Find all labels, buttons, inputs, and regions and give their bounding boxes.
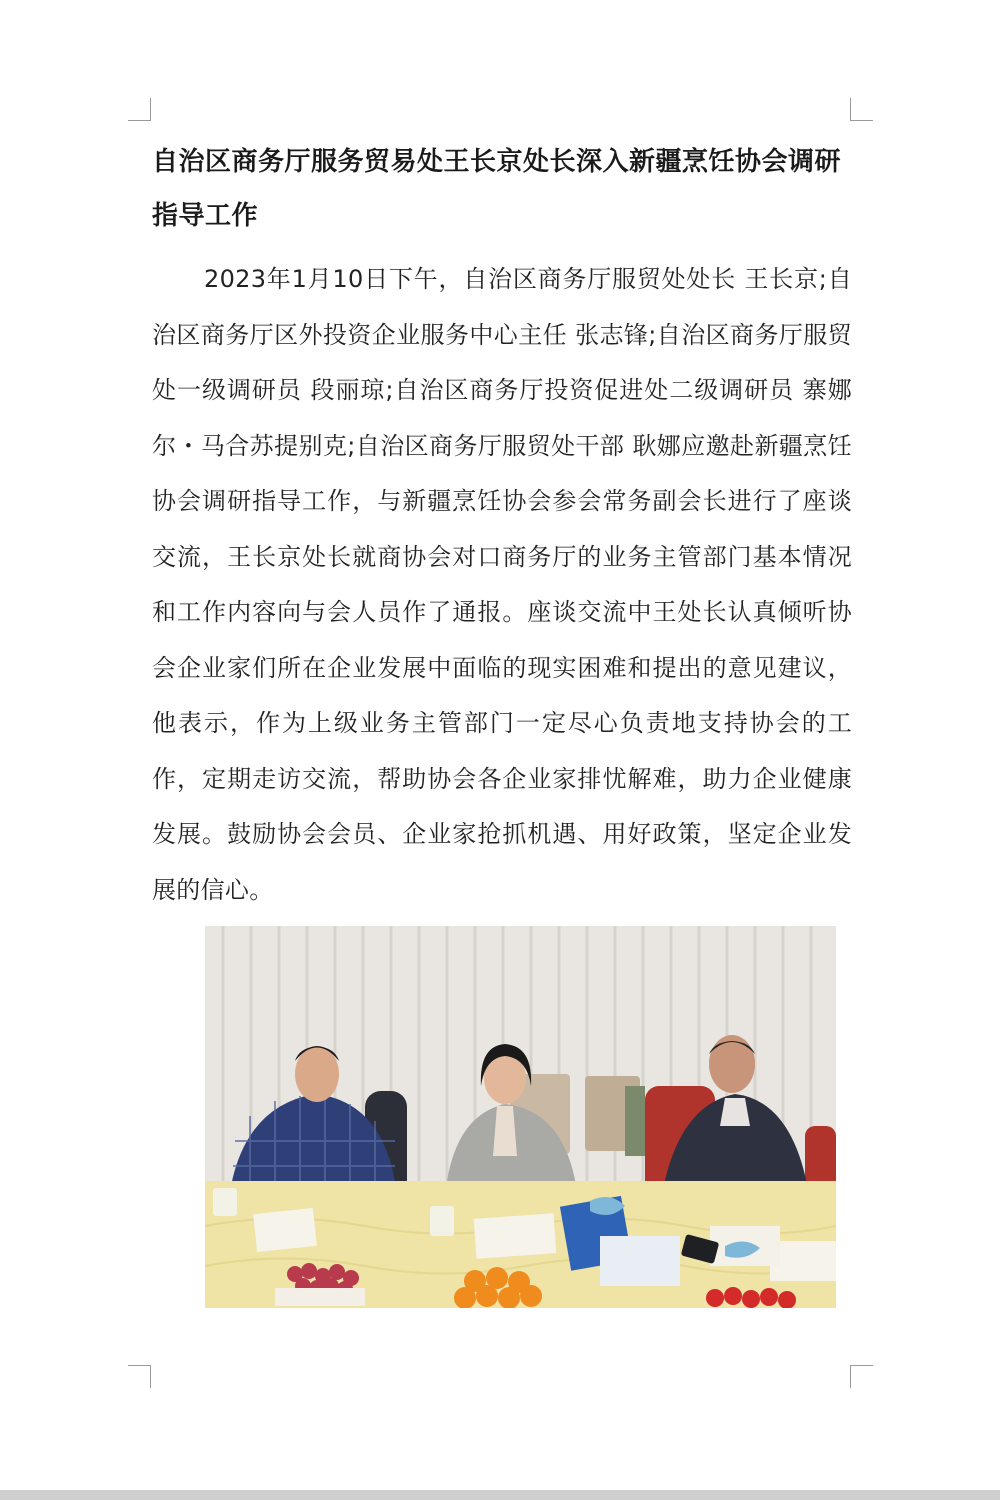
article-paragraph: 2023年1月10日下午，自治区商务厅服贸处处长 王长京;自治区商务厅区外投资企业服务中心主任 张志锋;自治区商务厅服贸处一级调研员 段丽琼;自治区商务厅投资促进处二级调研员 寨娜尔・马合苏提别克;自治区商务厅服贸处干部 耿娜应邀赴新疆烹饪协会调研指导工作，与新疆烹饪协会参会常务副会长进行了座谈交流，王长京处长就商协会对口商务厅的业务主管部门基本情况和工作内容向与会人员作了通报。座谈交流中王处长认真倾听协会企业家们所在企业发展中面临的现实困难和提出的意见建议，他表示，作为上级业务主管部门一定尽心负责地支持协会的工作，定期走访交流，帮助协会各企业家排忧解难，助力企业健康发展。鼓励协会会员、企业家抢抓机遇、用好政策，坚定企业发展的信心。 [152, 265, 852, 904]
page-corner-mark-bottom-right [850, 1365, 873, 1388]
page-corner-mark-top-left [128, 98, 151, 121]
article-title: 自治区商务厅服务贸易处王长京处长深入新疆烹饪协会调研指导工作 [152, 147, 842, 231]
bottom-scroll-bar [0, 1490, 1000, 1500]
page-corner-mark-bottom-left [128, 1365, 151, 1388]
page-corner-mark-top-right [850, 98, 873, 121]
meeting-photo [205, 926, 836, 1308]
